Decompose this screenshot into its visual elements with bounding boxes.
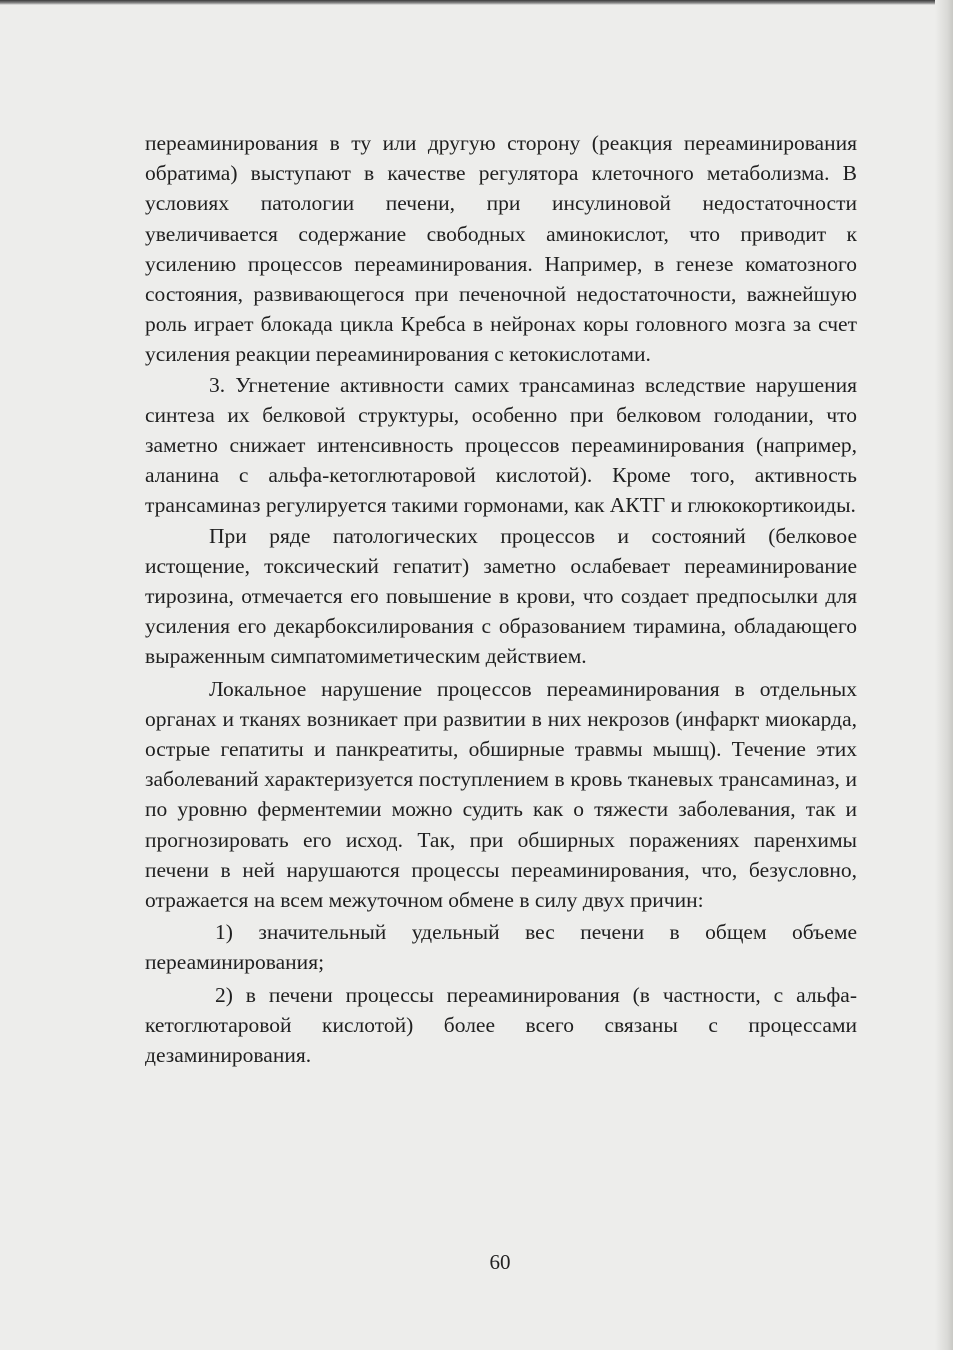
page-number: 60 <box>489 1250 511 1274</box>
list-item-reason-1: 1) значительный удельный вес печени в общем объеме переаминирования; <box>145 920 857 975</box>
scan-right-edge <box>935 0 953 1350</box>
list-item-reason-2: 2) в печени процессы переаминирования (в частности, с альфа-кетоглютаровой кислотой) более всего связаны с процессами дезаминирования. <box>145 982 857 1068</box>
scan-top-edge <box>0 0 953 5</box>
page-body <box>145 128 857 1070</box>
paragraph-local-disorder: Локальное нарушение процессов переаминирования в отдельных органах и тканях возникает при развитии в них некрозов (инфаркт миокарда, острые гепатиты и панкреатиты, обширные травмы мышц). Течение этих заболеваний характеризуется поступлением в кровь тканевых трансаминаз, и по уровню ферментемии можно судить как о тяжести заболевания, так и прогнозировать его исход. Так, при обширных поражениях паренхимы печени в ней нарушаются процессы переаминирования, что, безусловно, отражается на всем межуточном обмене в силу двух причин: <box>145 676 857 913</box>
paragraph-tyrosine: При ряде патологических процессов и состояний (белковое истощение, токсический гепатит) заметно ослабевает переаминирование тирозина, отмечается его повышение в крови, что создает предпосылки для усиления его декарбоксилирования с образованием тирамина, обладающего выраженным симпатомиметическим действием. <box>145 523 857 669</box>
paragraph-item-3: 3. Угнетение активности самих трансаминаз вследствие нарушения синтеза их белковой структуры, особенно при белковом голодании, что заметно снижает интенсивность процессов переаминирования (например, аланина с альфа-кетоглютаровой кислотой). Кроме того, активность трансаминаз регулируется такими гормонами, как АКТГ и глюкокортикоиды. <box>145 372 857 518</box>
paragraph-continuation: переаминирования в ту или другую сторону (реакция переаминирования обратима) выступают в качестве регулятора клеточного метаболизма. В условиях патологии печени, при инсулиновой недостаточности увеличивается содержание свободных аминокислот, что приводит к усилению процессов переаминирования. Например, в генезе коматозного состояния, развивающегося при печеночной недостаточности, важнейшую роль играет блокада цикла Кребса в нейронах коры головного мозга за счет усиления реакции переаминирования с кетокислотами. <box>145 131 857 367</box>
